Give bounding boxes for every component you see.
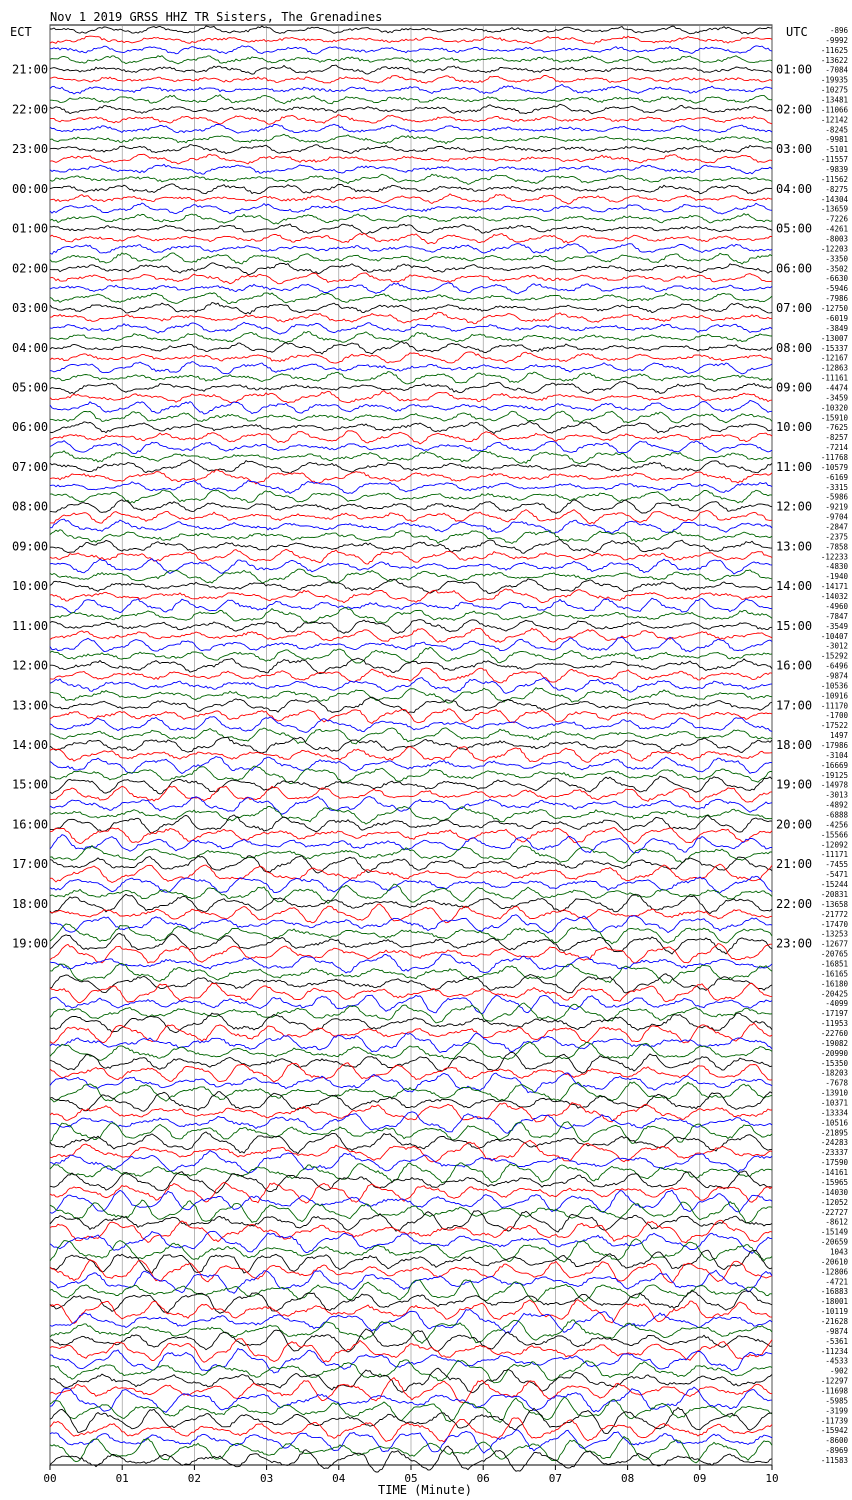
trace-offset-label: -16180 (820, 979, 848, 989)
trace-offset-label: -9992 (825, 35, 848, 45)
trace-offset-label: -15910 (820, 413, 848, 423)
trace-offset-label: -13910 (820, 1088, 848, 1098)
trace-offset-label: -17590 (820, 1158, 848, 1168)
trace-offset-label: -13481 (820, 95, 848, 105)
right-hour-label: 21:00 (776, 857, 813, 872)
trace-offset-label: -15292 (820, 651, 848, 661)
trace-offset-label: -6169 (825, 472, 848, 482)
trace-offset-label: -15566 (820, 830, 848, 840)
trace-offset-label: -22760 (820, 1029, 848, 1038)
left-hour-label: 22:00 (12, 102, 49, 117)
trace-offset-label: -13622 (820, 55, 848, 65)
trace-offset-label: -15337 (820, 343, 848, 353)
trace-offset-label: -11739 (820, 1416, 848, 1426)
left-hour-label: 18:00 (12, 896, 49, 911)
trace-offset-label: -16883 (820, 1287, 848, 1297)
trace-offset-labels (821, 26, 849, 1465)
trace-offset-label: -12233 (820, 552, 848, 562)
trace-offset-label: -11066 (820, 105, 848, 115)
trace-offset-label: -13659 (820, 204, 848, 214)
left-hour-label: 14:00 (12, 738, 49, 752)
right-hour-label: 06:00 (776, 261, 813, 276)
trace-offset-label: -20610 (820, 1257, 848, 1267)
trace-offset-label: -7226 (825, 214, 848, 224)
trace-offset-label: -10275 (820, 85, 848, 95)
right-hour-label: 09:00 (776, 380, 813, 395)
trace-offset-label: -9839 (825, 165, 848, 174)
trace-offset-label: -15350 (820, 1058, 848, 1068)
trace-offset-label: -11768 (820, 453, 848, 462)
trace-offset-label: -3013 (825, 790, 848, 800)
trace-offset-label: -12203 (820, 244, 848, 254)
trace-offset-label: -5986 (825, 492, 848, 502)
trace-offset-label: -15244 (820, 880, 848, 890)
trace-offset-label: -3012 (825, 641, 848, 651)
trace-offset-label: -12052 (820, 1197, 848, 1207)
right-timezone-label: UTC (786, 25, 808, 39)
left-hour-label: 21:00 (12, 62, 49, 77)
trace-offset-label: -17470 (820, 919, 848, 929)
left-hour-label: 09:00 (12, 539, 49, 554)
trace-offset-label: -11171 (820, 850, 848, 860)
trace-offset-label: -24283 (820, 1138, 848, 1148)
trace-offset-label: -10320 (820, 403, 848, 413)
trace-offset-label: -7625 (825, 423, 848, 433)
trace-offset-label: -902 (829, 1366, 848, 1376)
trace-offset-label: -10916 (820, 691, 848, 701)
x-axis-ticks (43, 1465, 778, 1485)
trace-offset-label: -16165 (820, 969, 848, 979)
trace-offset-label: -6019 (825, 313, 848, 323)
trace-offset-label: -9874 (825, 1326, 848, 1336)
trace-offset-label: -5101 (825, 145, 848, 155)
trace-offset-label: -10536 (820, 681, 848, 691)
trace-offset-label: -15942 (820, 1426, 848, 1436)
trace-offset-label: -8275 (825, 184, 848, 194)
trace-offset-label: -6496 (825, 661, 848, 671)
left-hour-label: 03:00 (12, 301, 49, 316)
trace-offset-label: -10516 (820, 1118, 848, 1128)
trace-offset-label: -14304 (820, 194, 848, 204)
trace-offset-label: -19935 (820, 75, 848, 85)
left-hour-label: 19:00 (12, 936, 49, 951)
trace-offset-label: -9981 (825, 135, 848, 145)
left-hour-label: 10:00 (12, 579, 49, 594)
trace-offset-label: -5471 (825, 870, 848, 880)
trace-offset-label: -11234 (820, 1346, 848, 1356)
x-tick-label: 05 (404, 1472, 418, 1485)
left-hour-label: 07:00 (12, 459, 49, 474)
right-hour-label: 22:00 (776, 896, 813, 911)
trace-offset-label: -11698 (820, 1386, 848, 1396)
trace-offset-label: -13007 (820, 333, 848, 343)
trace-offset-label: -8245 (825, 125, 848, 135)
trace-offset-label: -2847 (825, 522, 848, 532)
trace-offset-label: -7084 (825, 65, 848, 75)
left-hour-label: 04:00 (12, 340, 49, 355)
trace-offset-label: -23337 (820, 1148, 848, 1158)
right-hour-label: 17:00 (776, 698, 813, 713)
trace-offset-label: -5985 (825, 1396, 848, 1406)
trace-offset-label: -14161 (820, 1168, 848, 1178)
trace-offset-label: -14171 (820, 582, 848, 592)
left-hour-label: 23:00 (12, 142, 49, 157)
right-hour-label: 08:00 (776, 340, 813, 355)
trace-offset-label: -20990 (820, 1048, 848, 1058)
trace-offset-label: -3459 (825, 393, 848, 403)
trace-offset-label: -8612 (825, 1217, 848, 1227)
left-hour-label: 13:00 (12, 698, 49, 713)
trace-offset-label: -3315 (825, 482, 848, 492)
chart-title: Nov 1 2019 GRSS HHZ TR Sisters, The Grenadines (50, 10, 383, 24)
trace-offset-label: -13658 (820, 899, 848, 909)
trace-offset-label: -2375 (825, 532, 848, 542)
right-hour-label: 18:00 (776, 738, 813, 752)
right-hour-label: 05:00 (776, 221, 813, 236)
x-tick-label: 07 (548, 1472, 563, 1485)
trace-offset-label: -18203 (820, 1068, 848, 1078)
right-hour-label: 03:00 (776, 142, 813, 157)
right-hour-label: 12:00 (776, 499, 813, 514)
trace-offset-label: 1497 (829, 731, 848, 741)
x-tick-label: 06 (476, 1472, 490, 1485)
trace-offset-label: -7214 (825, 443, 848, 453)
x-tick-label: 03 (259, 1472, 274, 1485)
left-hour-label: 01:00 (12, 221, 49, 236)
trace-offset-label: -3502 (825, 264, 848, 274)
trace-offset-label: -11161 (820, 373, 848, 383)
trace-offset-label: -6888 (825, 810, 848, 820)
trace-offset-label: -17197 (820, 1009, 848, 1019)
x-tick-label: 10 (765, 1472, 779, 1485)
trace-offset-label: -11625 (820, 45, 848, 55)
trace-offset-label: -13334 (820, 1108, 848, 1118)
trace-offset-label: -8257 (825, 433, 848, 443)
trace-offset-label: -14978 (820, 780, 848, 790)
trace-offset-label: -18001 (820, 1297, 848, 1307)
trace-offset-label: -15149 (820, 1227, 848, 1237)
trace-offset-label: -12092 (820, 840, 848, 850)
trace-offset-label: -20425 (820, 989, 848, 999)
right-hour-label: 15:00 (776, 618, 813, 633)
left-hour-label: 08:00 (12, 499, 49, 514)
trace-offset-label: -20831 (820, 889, 848, 899)
trace-offset-label: -10407 (820, 631, 848, 641)
right-hour-label: 04:00 (776, 181, 813, 196)
trace-offset-label: -7455 (825, 860, 848, 870)
trace-offset-label: -15965 (820, 1177, 848, 1187)
trace-offset-label: -4721 (825, 1277, 848, 1287)
trace-offset-label: -11170 (820, 701, 848, 711)
trace-offset-label: -9704 (825, 512, 848, 522)
right-hour-label: 19:00 (776, 777, 813, 792)
trace-offset-label: -1700 (825, 711, 848, 721)
left-hour-label: 17:00 (12, 857, 49, 872)
trace-offset-label: -8969 (825, 1446, 848, 1456)
x-tick-label: 08 (620, 1472, 635, 1485)
left-hour-label: 11:00 (12, 618, 49, 633)
trace-offset-label: -4533 (825, 1356, 848, 1366)
trace-offset-label: -3549 (825, 621, 848, 631)
trace-offset-label: -4261 (825, 224, 848, 234)
trace-offset-label: -14032 (820, 592, 848, 602)
trace-offset-label: -4830 (825, 562, 848, 572)
trace-offset-label: -20659 (820, 1237, 848, 1247)
trace-offset-label: -10371 (820, 1098, 848, 1108)
trace-offset-label: -11562 (820, 174, 848, 184)
trace-offset-label: -9874 (825, 671, 848, 681)
x-tick-label: 01 (115, 1472, 129, 1485)
left-hour-labels (12, 63, 48, 951)
trace-offset-label: -3849 (825, 323, 848, 333)
trace-offset-label: -12863 (820, 363, 848, 373)
trace-offset-label: -4099 (825, 999, 848, 1009)
trace-offset-label: -4474 (825, 383, 848, 393)
left-timezone-label: ECT (10, 25, 32, 39)
x-tick-label: 04 (332, 1472, 346, 1485)
trace-offset-label: -12297 (820, 1376, 848, 1386)
x-axis-label: TIME (Minute) (378, 1483, 472, 1497)
trace-offset-label: -13253 (820, 929, 848, 939)
trace-offset-label: -7678 (825, 1078, 848, 1088)
trace-offset-label: -7847 (825, 611, 848, 621)
left-hour-label: 02:00 (12, 261, 49, 276)
trace-offset-label: -16851 (820, 959, 848, 969)
right-hour-label: 13:00 (776, 539, 813, 554)
trace-offset-label: -11557 (820, 155, 848, 165)
trace-offset-label: -14030 (820, 1187, 848, 1197)
trace-offset-label: -12167 (820, 353, 848, 363)
trace-offset-label: -10119 (820, 1307, 848, 1317)
trace-offset-label: -12806 (820, 1267, 848, 1277)
x-tick-label: 02 (187, 1472, 202, 1485)
trace-offset-label: -4256 (825, 820, 848, 830)
trace-offset-label: -11953 (820, 1019, 848, 1029)
left-hour-label: 12:00 (12, 658, 49, 673)
trace-offset-label: -5361 (825, 1336, 848, 1346)
left-hour-label: 15:00 (12, 777, 49, 792)
trace-offset-label: -12142 (820, 115, 848, 125)
trace-offset-label: -22727 (820, 1207, 848, 1217)
x-tick-label: 09 (693, 1472, 707, 1485)
trace-offset-label: -7858 (825, 542, 848, 552)
right-hour-label: 23:00 (776, 936, 813, 951)
trace-offset-label: -10579 (820, 462, 848, 472)
trace-offset-label: -5946 (825, 284, 848, 294)
right-hour-label: 20:00 (776, 817, 813, 832)
right-hour-labels (776, 63, 812, 951)
x-tick-label: 00 (43, 1472, 57, 1485)
right-hour-label: 16:00 (776, 658, 813, 673)
trace-offset-label: -16669 (820, 760, 848, 770)
trace-offset-label: -21895 (820, 1128, 848, 1138)
trace-offset-label: -1940 (825, 572, 848, 582)
trace-offset-label: -4892 (825, 800, 848, 810)
trace-offset-label: -3199 (825, 1406, 848, 1416)
left-hour-label: 06:00 (12, 420, 49, 435)
trace-offset-label: 1043 (829, 1247, 848, 1257)
right-hour-label: 10:00 (776, 420, 813, 435)
trace-offset-label: -12750 (820, 304, 848, 314)
trace-offset-label: -896 (829, 25, 848, 35)
trace-offset-label: -11583 (820, 1456, 848, 1466)
right-hour-label: 07:00 (776, 301, 813, 316)
trace-offset-label: -4960 (825, 601, 848, 611)
trace-offset-label: -20765 (820, 949, 848, 959)
trace-offset-label: -17522 (820, 721, 848, 731)
trace-offset-label: -7986 (825, 294, 848, 304)
trace-offset-label: -21628 (820, 1317, 848, 1326)
trace-offset-label: -3350 (825, 254, 848, 264)
trace-offset-label: -21772 (820, 909, 848, 919)
trace-offset-label: -9219 (825, 502, 848, 512)
left-hour-label: 00:00 (12, 181, 49, 196)
trace-offset-label: -19082 (820, 1038, 848, 1048)
trace-offset-label: -19125 (820, 770, 848, 780)
left-hour-label: 16:00 (12, 817, 49, 832)
trace-offset-label: -8003 (825, 234, 848, 244)
right-hour-label: 14:00 (776, 579, 813, 594)
trace-offset-label: -12677 (820, 939, 848, 949)
trace-offset-label: -3104 (825, 750, 848, 760)
trace-offset-label: -17986 (820, 741, 848, 750)
left-hour-label: 05:00 (12, 380, 49, 395)
right-hour-label: 11:00 (776, 459, 813, 474)
right-hour-label: 02:00 (776, 102, 813, 117)
trace-offset-label: -6630 (825, 274, 848, 284)
trace-offset-label: -8600 (825, 1436, 848, 1446)
right-hour-label: 01:00 (776, 62, 813, 77)
